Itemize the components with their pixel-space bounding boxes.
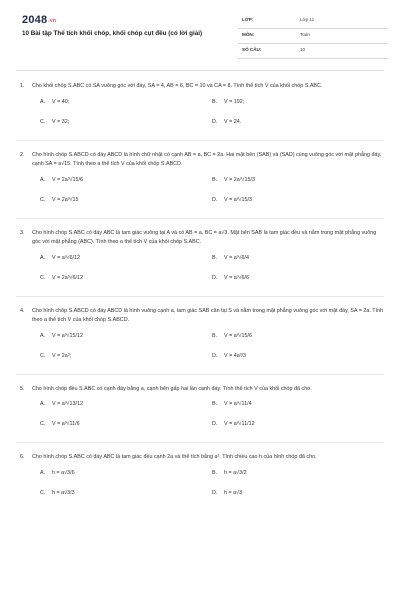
- question-divider: [16, 374, 384, 375]
- option-value: V = a³√15/6: [224, 332, 252, 339]
- question-text-block: [16, 82, 384, 92]
- option-letter: A.: [40, 401, 46, 407]
- option-d[interactable]: [212, 352, 246, 361]
- option-row: [16, 400, 384, 420]
- option-row: [16, 118, 384, 138]
- option-value: h = a√3/6: [52, 469, 75, 476]
- option-value: V = 2a³√15: [52, 196, 79, 203]
- option-d[interactable]: [212, 274, 249, 283]
- question-item: [16, 307, 384, 375]
- option-letter: B.: [212, 98, 218, 105]
- option-value: V = 2a³√15/3: [224, 176, 255, 183]
- option-value: V = 32;: [52, 118, 70, 125]
- meta-key: LỚP:: [242, 17, 254, 22]
- logo-suffix: .vn: [48, 18, 57, 24]
- option-row: [16, 469, 384, 489]
- question-text: Cho hình chóp đều S.ABC có cạnh đáy bằng a, cạnh bên gấp hai lần cạnh đáy. Tính thể tích V của khối chóp đã cho.: [32, 385, 312, 392]
- answer-options: [16, 400, 384, 440]
- option-letter: D.: [212, 352, 218, 359]
- option-c[interactable]: [40, 420, 80, 429]
- option-letter: A.: [40, 176, 46, 183]
- question-number: 6.: [20, 454, 25, 460]
- answer-options: [16, 254, 384, 294]
- option-row: [16, 274, 384, 294]
- option-value: V = 40;: [52, 98, 70, 105]
- option-b[interactable]: [212, 98, 244, 107]
- answer-options: [16, 98, 384, 138]
- option-c[interactable]: [40, 118, 69, 127]
- meta-value: Toán: [300, 32, 310, 37]
- option-letter: C.: [40, 421, 46, 427]
- meta-key: MÔN:: [242, 32, 255, 37]
- option-d[interactable]: [212, 196, 252, 205]
- option-value: V = a³√6/6: [224, 274, 249, 281]
- question-text: Cho khối chóp S.ABC có SA vuông góc với đáy, SA = 4, AB = 6, BC = 10 và CA = 8. Tính thể tích V của khối chóp S.ABC.: [32, 83, 323, 89]
- question-divider: [16, 140, 384, 141]
- question-item: [16, 229, 384, 297]
- option-value: V = 2a³√15/6: [52, 176, 83, 183]
- option-b[interactable]: [212, 400, 252, 409]
- question-number: 4.: [20, 307, 25, 314]
- option-letter: D.: [212, 274, 218, 281]
- option-letter: B.: [212, 254, 218, 261]
- option-value: h = a√3: [224, 489, 243, 496]
- option-a[interactable]: [40, 400, 83, 409]
- question-text-block: [16, 151, 384, 170]
- document-title: 10 Bài tập Thể tích khối chóp, khối chóp cụt đều (có lời giải): [22, 30, 203, 37]
- option-value: V = 4a³/3: [224, 352, 247, 359]
- option-d[interactable]: [212, 420, 255, 429]
- question-text: Cho hình chóp S.ABCD có đáy ABCD là hình vuông cạnh a, tam giác SAB cân tại S và nằm trong mặt phẳng vuông góc với mặt đáy, SA = 2a. Tính theo a thể tích V của khối chóp S.ABCD.: [32, 307, 384, 323]
- question-text-block: [16, 307, 384, 326]
- option-row: [16, 420, 384, 440]
- option-value: V = a³√15/12: [52, 332, 83, 339]
- option-letter: C.: [40, 274, 46, 281]
- question-text: Cho hình chóp S.ABC có đáy ABC là tam giác đều cạnh 2a và thể tích bằng a³. Tính chiều cao h của hình chóp đã cho.: [32, 454, 317, 460]
- answer-options: [16, 469, 384, 509]
- option-value: V = 24.: [224, 118, 242, 125]
- option-value: V = a³√11/12: [224, 421, 255, 427]
- option-value: V = a³√6/12: [52, 254, 80, 261]
- option-b[interactable]: [212, 469, 247, 478]
- option-row: [16, 352, 384, 372]
- option-a[interactable]: [40, 469, 75, 478]
- meta-value: Lớp 11: [300, 17, 315, 22]
- option-letter: C.: [40, 352, 46, 359]
- option-row: [16, 176, 384, 196]
- option-letter: D.: [212, 118, 218, 125]
- option-a[interactable]: [40, 254, 80, 263]
- option-value: V = a³√11/6: [52, 421, 80, 427]
- meta-row-subject: [238, 29, 388, 44]
- option-letter: A.: [40, 254, 46, 261]
- option-row: [16, 254, 384, 274]
- answer-options: [16, 176, 384, 216]
- option-value: h = a√3/2: [224, 469, 247, 476]
- option-letter: B.: [212, 332, 218, 339]
- meta-row-question-count: [238, 44, 388, 59]
- question-item: [16, 151, 384, 219]
- option-value: V = 2a³√6/12: [52, 274, 83, 281]
- option-letter: B.: [212, 469, 218, 476]
- question-text-block: [16, 229, 384, 248]
- question-item: [16, 453, 384, 509]
- option-d[interactable]: [212, 489, 242, 498]
- option-letter: A.: [40, 469, 46, 476]
- option-c[interactable]: [40, 196, 79, 205]
- option-letter: B.: [212, 176, 218, 183]
- question-text: Cho hình chóp S.ABCD có đáy ABCD là hình chữ nhật có cạnh AB = a, BC = 2a. Hai mặt bên (SAB) và (SAD) cùng vuông góc với mặt phẳng đáy, cạnh SA = a√15. Tính theo a thể tích V của khối chóp S.ABCD.: [32, 151, 382, 167]
- question-item: [16, 82, 384, 141]
- option-b[interactable]: [212, 332, 252, 341]
- option-letter: B.: [212, 401, 218, 407]
- meta-row-class: [238, 14, 388, 29]
- option-a[interactable]: [40, 332, 83, 341]
- option-letter: A.: [40, 332, 46, 339]
- option-letter: D.: [212, 421, 218, 427]
- logo-text: 2048: [22, 14, 48, 26]
- option-letter: C.: [40, 196, 46, 203]
- question-number: 5.: [20, 385, 25, 392]
- option-a[interactable]: [40, 176, 83, 185]
- option-row: [16, 489, 384, 509]
- option-letter: A.: [40, 98, 46, 105]
- site-logo[interactable]: [22, 14, 56, 26]
- option-d[interactable]: [212, 118, 241, 127]
- option-value: V = a³√15/3: [224, 196, 252, 203]
- question-text-block: [16, 453, 384, 463]
- option-letter: D.: [212, 489, 218, 496]
- document-meta: [238, 14, 388, 59]
- option-letter: C.: [40, 118, 46, 125]
- option-value: V = 192;: [224, 98, 245, 105]
- header-divider: [16, 70, 384, 71]
- question-divider: [16, 442, 384, 443]
- question-item: [16, 385, 384, 444]
- question-number: 1.: [20, 83, 25, 89]
- option-value: h = a√3/3: [52, 489, 75, 496]
- document-header: [16, 10, 386, 68]
- question-number: 2.: [20, 151, 25, 158]
- option-row: [16, 196, 384, 216]
- option-b[interactable]: [212, 254, 249, 263]
- option-c[interactable]: [40, 274, 83, 283]
- meta-key: SỐ CÂU:: [242, 47, 262, 52]
- option-value: V = a³√6/4: [224, 254, 249, 261]
- option-b[interactable]: [212, 176, 255, 185]
- question-number: 3.: [20, 229, 25, 236]
- question-text-block: [16, 385, 384, 395]
- option-row: [16, 98, 384, 118]
- option-c[interactable]: [40, 352, 71, 361]
- option-letter: C.: [40, 489, 46, 496]
- question-text: Cho hình chóp S.ABC có đáy ABC là tam giác vuông tại A và có AB = a, BC = a√3. Mặt bên SAB là tam giác đều và nằm trong mặt phẳng vuông góc với mặt phẳng (ABC). Tính theo a thể tích V của khối chóp S.ABC.: [32, 229, 377, 245]
- option-letter: D.: [212, 196, 218, 203]
- option-row: [16, 332, 384, 352]
- option-value: V = a³√11/4: [224, 401, 252, 407]
- question-divider: [16, 296, 384, 297]
- option-a[interactable]: [40, 98, 69, 107]
- option-c[interactable]: [40, 489, 75, 498]
- meta-value: 10: [300, 47, 306, 52]
- option-value: V = 2a³;: [52, 352, 72, 359]
- option-value: V = a³√13/12: [52, 401, 83, 407]
- question-list: [16, 82, 384, 519]
- answer-options: [16, 332, 384, 372]
- question-divider: [16, 218, 384, 219]
